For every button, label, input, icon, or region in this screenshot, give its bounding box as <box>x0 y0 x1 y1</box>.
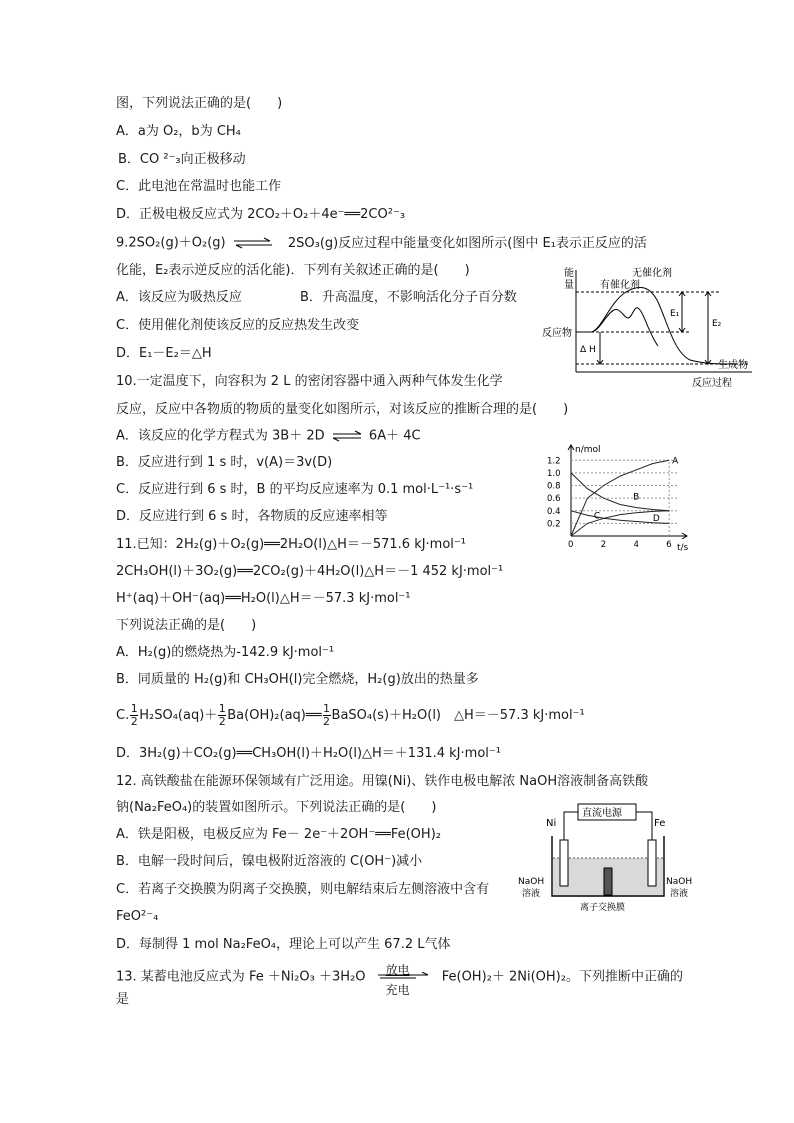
dh-label: Δ H <box>580 345 596 355</box>
q8-option-b: B．CO ²⁻₃向正极移动 <box>118 152 246 167</box>
q12-option-c-line1: C．若离子交换膜为阴离子交换膜，则电解结束后左侧溶液中含有 <box>116 882 490 897</box>
q9-option-b: B．升高温度，不影响活化分子百分数 <box>300 290 517 305</box>
chart-xtick-label: 2 <box>600 540 607 550</box>
q8-option-d: D．正极电极反应式为 2CO₂＋O₂＋4e⁻══2CO²⁻₃ <box>116 207 406 222</box>
q9-stem-line1 <box>116 233 647 254</box>
discharge-label: 放电 <box>385 963 410 977</box>
q11-option-d: D．3H₂(g)＋CO₂(g)══CH₃OH(l)＋H₂O(l)△H＝＋131.4 kJ·mol⁻¹ <box>116 746 501 761</box>
mole-chart <box>545 440 695 552</box>
e1-label: E₁ <box>670 309 680 319</box>
q10-option-b: B．反应进行到 1 s 时，v(A)＝3v(D) <box>116 455 333 470</box>
q11-stem: 下列说法正确的是( ) <box>116 618 257 633</box>
series-label-b: B <box>633 492 640 503</box>
q10-stem-line2: 反应，反应中各物质的物质的量变化如图所示，对该反应的推断合理的是( ) <box>116 402 569 417</box>
chart-xlabel: t/s <box>677 543 689 552</box>
power-supply-label: 直流电源 <box>582 808 622 819</box>
products-label: 生成物 <box>718 360 748 371</box>
chart-ytick-label: 1.2 <box>547 456 561 467</box>
with-catalyst-curve <box>592 308 658 346</box>
naoh-right-label-1: NaOH <box>666 877 693 887</box>
naoh-right-label-2: 溶液 <box>670 889 689 899</box>
q12-option-d: D．每制得 1 mol Na₂FeO₄，理论上可以产生 67.2 L气体 <box>116 937 451 952</box>
q13-stem-line1 <box>116 962 683 997</box>
q9-equation-left: 9.2SO₂(g)＋O₂(g) <box>116 235 226 251</box>
chart-ytick-label: 1.0 <box>547 468 561 479</box>
q12-option-a: A．铁是阳极，电极反应为 Fe－ 2e⁻＋2OH⁻══Fe(OH)₂ <box>116 827 441 842</box>
q9-option-a: A．该反应为吸热反应 <box>116 290 242 305</box>
q10-option-a-left: A．该反应的化学方程式为 3B＋ 2D <box>116 428 325 444</box>
reversible-reaction-arrow <box>376 962 432 997</box>
q9-option-d: D．E₁－E₂＝△H <box>116 346 212 361</box>
q9-equation-right: 2SO₃(g)反应过程中能量变化如图所示(图中 E₁表示正反应的活 <box>287 235 647 251</box>
q9-stem-line2: 化能，E₂表示逆反应的活化能)．下列有关叙述正确的是( ) <box>116 263 470 278</box>
equilibrium-arrow-icon <box>230 233 276 253</box>
q9-option-c: C．使用催化剂使该反应的反应热发生改变 <box>116 318 360 333</box>
with-catalyst-label: 有催化剂 <box>600 280 640 291</box>
ni-electrode <box>560 840 568 886</box>
energy-ylabel-2: 量 <box>564 280 574 291</box>
q12-option-c-line2: FeO²⁻₄ <box>116 909 159 924</box>
reactants-label: 反应物 <box>542 328 572 339</box>
naoh-left-label-1: NaOH <box>518 877 545 887</box>
chart-ytick-label: 0.4 <box>547 506 561 517</box>
fe-label: Fe <box>654 818 666 829</box>
q13-equation-left: 13. 某蓄电池反应式为 Fe ＋Ni₂O₃ ＋3H₂O <box>116 969 366 985</box>
q13-equation-right: Fe(OH)₂＋ 2Ni(OH)₂。下列推断中正确的 <box>441 969 683 985</box>
naoh-left-label-2: 溶液 <box>522 889 541 899</box>
electrolysis-apparatus <box>518 800 694 914</box>
chart-ytick-label: 0.6 <box>547 494 561 505</box>
energy-diagram <box>540 262 760 390</box>
fraction-half: $\frac{1}{2}$ <box>130 702 138 728</box>
q8-stem: 图，下列说法正确的是( ) <box>116 96 283 111</box>
q10-option-a-right: 6A＋ 4C <box>368 428 421 444</box>
chart-xtick-label: 4 <box>633 540 639 550</box>
e2-label: E₂ <box>712 319 722 329</box>
q12-stem-line1: 12. 高铁酸盐在能源环保领域有广泛用途。用镍(Ni)、铁作电极电解浓 NaOH溶液制备高铁酸 <box>116 774 649 789</box>
series-label-d: D <box>652 513 660 524</box>
ion-exchange-membrane <box>604 868 612 895</box>
q11-given-line2: 2CH₃OH(l)＋3O₂(g)══2CO₂(g)＋4H₂O(l)△H＝－1 452 kJ·mol⁻¹ <box>116 564 504 579</box>
series-label-c: C <box>593 511 601 522</box>
q11-option-a: A．H₂(g)的燃烧热为-142.9 kJ·mol⁻¹ <box>116 645 335 660</box>
q8-option-a: A．a为 O₂，b为 CH₄ <box>116 124 241 139</box>
q10-option-d: D．反应进行到 6 s 时，各物质的反应速率相等 <box>116 509 388 524</box>
charge-label: 充电 <box>385 983 410 997</box>
q11-option-b: B．同质量的 H₂(g)和 CH₃OH(l)完全燃烧，H₂(g)放出的热量多 <box>116 672 479 687</box>
fraction-half: $\frac{1}{2}$ <box>218 702 226 728</box>
ni-label: Ni <box>546 818 557 829</box>
series-label-a: A <box>672 456 679 467</box>
equilibrium-arrow-icon <box>329 426 365 446</box>
chart-xtick-label: 6 <box>666 540 672 550</box>
q11-given-line3: H⁺(aq)＋OH⁻(aq)══H₂O(l)△H＝－57.3 kJ·mol⁻¹ <box>116 591 411 606</box>
q12-stem-line2: 钠(Na₂FeO₄)的装置如图所示。下列说法正确的是( ) <box>116 800 437 815</box>
q10-option-c: C．反应进行到 6 s 时，B 的平均反应速率为 0.1 mol·L⁻¹·s⁻¹ <box>116 482 474 497</box>
no-catalyst-label: 无催化剂 <box>632 268 672 279</box>
fe-electrode <box>648 840 656 886</box>
fraction-half: $\frac{1}{2}$ <box>323 702 331 728</box>
q10-stem-line1: 10.一定温度下，向容积为 2 L 的密闭容器中通入两种气体发生化学 <box>116 374 503 389</box>
q12-option-b: B．电解一段时间后，镍电极附近溶液的 C(OH⁻)减小 <box>116 854 423 869</box>
q8-option-c: C．此电池在常温时也能工作 <box>116 179 282 194</box>
chart-ytick-label: 0.8 <box>547 481 561 492</box>
energy-ylabel-1: 能 <box>564 268 574 279</box>
q13-stem-line2: 是 <box>116 992 130 1007</box>
q10-option-a <box>116 426 421 447</box>
chart-ytick-label: 0.2 <box>547 519 561 530</box>
q11-given-line1: 11.已知：2H₂(g)＋O₂(g)══2H₂O(l)△H＝－571.6 kJ·mol⁻¹ <box>116 537 466 552</box>
series-line-b <box>571 473 669 511</box>
chart-ylabel: n/mol <box>575 445 601 455</box>
energy-xlabel: 反应过程 <box>692 378 732 389</box>
chart-xtick-label: 0 <box>568 540 574 550</box>
membrane-label: 离子交换膜 <box>580 903 626 913</box>
q11-option-c: C. $\frac{1}{2}$ H₂SO₄(aq)＋ $\frac{1}{2}$ Ba(OH)₂(aq)══ $\frac{1}{2}$ BaSO₄(s)＋H₂O(l) △H＝－57.3 kJ·mol⁻¹ <box>116 702 585 728</box>
